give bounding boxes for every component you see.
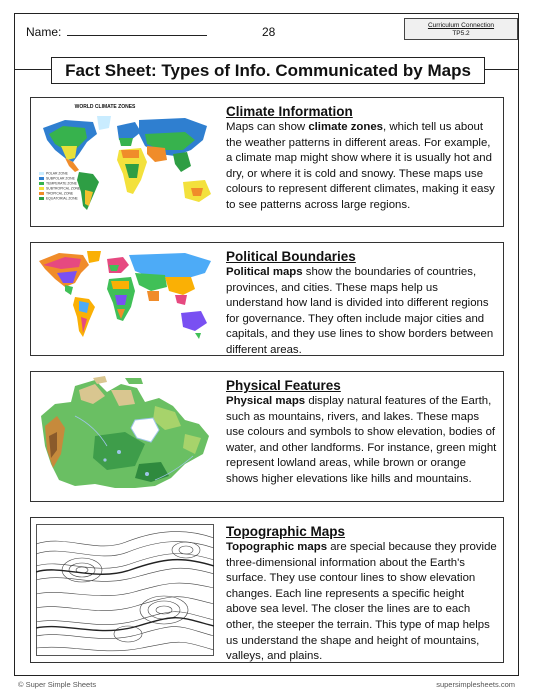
physical-canada-map — [35, 376, 217, 498]
political-text — [226, 249, 497, 359]
topographic-map-image — [36, 524, 218, 661]
section-topographic — [30, 517, 504, 663]
climate-map-image — [35, 102, 217, 227]
political-heading: Political Boundaries — [226, 249, 356, 264]
legend-subtropical: SUBTROPICAL ZONE — [46, 186, 81, 191]
section-political — [30, 242, 504, 356]
page-title: Fact Sheet: Types of Info. Communicated by Maps — [51, 57, 485, 84]
topographic-body: Topographic maps are special because they provide three-dimensional information about the Earth's surface. They use contour lines to show elevation changes. Each line represents a specific height above sea level. The closer the lines are to each other, the steeper the terrain. This type of map helps us understand the shape and height of mountains, valleys, and plains. — [226, 541, 497, 663]
topographic-text — [226, 524, 497, 665]
legend-subpolar: SUBPOLAR ZONE — [46, 176, 75, 181]
legend-polar: POLAR ZONE — [46, 171, 68, 176]
curriculum-code: TP5.2 — [452, 30, 470, 37]
climate-body: Maps can show climate zones, which tell us about the weather patterns in different areas. For example, a climate map might show where it is usually hot and dry, or where it is cold and snowy. These maps use colours to represent different climates, making it easy to see patterns across large regions. — [226, 121, 495, 211]
topographic-heading: Topographic Maps — [226, 524, 346, 539]
page-number: 28 — [262, 25, 276, 39]
physical-text — [226, 378, 497, 488]
physical-heading: Physical Features — [226, 378, 341, 393]
climate-world-map — [35, 110, 217, 222]
political-body: Political maps show the boundaries of countries, provinces, and cities. These maps help us understand how land is divided into different regions for governance. They often include major cities and capitals, and they use lines to show borders between different areas. — [226, 266, 494, 356]
political-map-image — [35, 247, 217, 352]
legend-tropical: TROPICAL ZONE — [46, 191, 74, 196]
climate-heading: Climate Information — [226, 104, 353, 119]
political-world-map — [35, 247, 217, 347]
legend-equatorial: EQUATORIAL ZONE — [46, 196, 78, 201]
topographic-contour-map — [36, 524, 214, 656]
name-row — [26, 25, 207, 39]
climate-text — [226, 104, 497, 214]
legend-temperate: TEMPERATE ZONE — [46, 181, 77, 186]
physical-body: Physical maps display natural features of the Earth, such as mountains, rivers, and lakes. These maps use colours and symbols to show elevation, bodies of water, and other landforms. For instance, green might represent lowland areas, while brown or orange shows higher elevations like hills and mountains. — [226, 395, 497, 485]
section-climate — [30, 97, 504, 227]
footer-website[interactable]: supersimplesheets.com — [436, 680, 515, 689]
climate-map-title: WORLD CLIMATE ZONES — [74, 104, 136, 110]
footer-copyright: © Super Simple Sheets — [18, 680, 97, 689]
physical-map-image — [35, 376, 217, 503]
section-physical — [30, 371, 504, 502]
curriculum-title: Curriculum Connection — [427, 22, 495, 29]
name-blank[interactable] — [67, 25, 207, 36]
curriculum-connection-box — [404, 18, 518, 40]
name-label: Name: — [26, 25, 62, 39]
